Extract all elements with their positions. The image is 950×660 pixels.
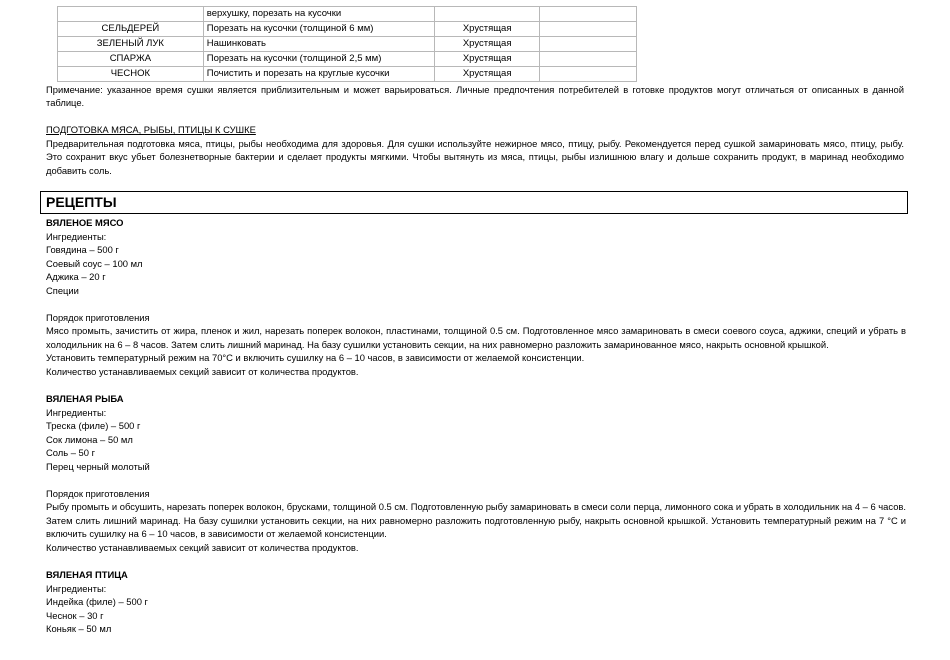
ingredient-item: Индейка (филе) – 500 г	[46, 596, 148, 607]
method-paragraph: Рыбу промыть и обсушить, нарезать поперек волокон, брусками, толщиной 0.5 см. Подготовленную рыбу замариновать в смеси соли перца, лимонного сока и убрать в холодильник на 4 – 6 часов. Затем слить лишний маринад. На базу сушилки установить секции, на них равномерно разложить подготовленную рыбу, накрыть основной крышкой. Установить температурный режим на 7 °С и включить сушилку на 6 – 10 часов, в зависимости от желаемой консистенции.	[46, 501, 906, 539]
ingredients-label: Ингредиенты:	[46, 406, 107, 418]
table-cell-result	[435, 7, 540, 22]
ingredient-item: Перец черный молотый	[46, 460, 150, 472]
table-row	[58, 37, 637, 52]
recipe-title: ВЯЛЕНАЯ РЫБА	[46, 393, 124, 404]
table-cell-result: Хрустящая	[435, 22, 540, 37]
note-paragraph: Примечание: указанное время сушки является приблизительным и может варьироваться. Личные предпочтения потребителей в готовке продуктов могут отличаться от описанных в данной таблице.	[46, 84, 904, 109]
table-cell-preparation: Нашинковать	[203, 37, 434, 52]
table-row	[58, 7, 637, 22]
table-cell-extra	[540, 37, 637, 52]
table-cell-result: Хрустящая	[435, 52, 540, 67]
recipe-dried-meat	[46, 216, 906, 378]
method-paragraph: Количество устанавливаемых секций зависит от количества продуктов.	[46, 541, 359, 553]
table-cell-preparation: Порезать на кусочки (толщиной 2,5 мм)	[203, 52, 434, 67]
ingredient-item: Соль – 50 г	[46, 447, 96, 458]
table-cell-product: ЧЕСНОК	[58, 67, 204, 82]
table-row	[58, 52, 637, 67]
meat-prep-heading: ПОДГОТОВКА МЯСА, РЫБЫ, ПТИЦЫ К СУШКЕ	[46, 124, 256, 135]
recipe-title: ВЯЛЕНАЯ ПТИЦА	[46, 569, 128, 580]
table-cell-preparation: верхушку, порезать на кусочки	[203, 7, 434, 22]
ingredients-label: Ингредиенты:	[46, 230, 107, 242]
ingredient-item: Коньяк – 50 мл	[46, 623, 112, 634]
method-paragraph: Мясо промыть, зачистить от жира, пленок и жил, нарезать поперек волокон, пластинами, толщиной 0.5 см. Подготовленное мясо замариновать в смеси соевого соуса, аджики, специй и убрать в холодильник на 6 – 8 часов. Затем слить лишний маринад. На базу сушилки установить секции, на них равномерно разложить замаринованное мясо, накрыть основной крышкой.	[46, 325, 906, 350]
ingredient-item: Специи	[46, 284, 79, 296]
ingredient-item: Аджика – 20 г	[46, 271, 106, 282]
method-paragraph: Количество устанавливаемых секций зависит от количества продуктов.	[46, 365, 359, 377]
table-row	[58, 22, 637, 37]
ingredients-label: Ингредиенты:	[46, 582, 107, 594]
table-cell-extra	[540, 67, 637, 82]
table-cell-result: Хрустящая	[435, 67, 540, 82]
ingredient-item: Треска (филе) – 500 г	[46, 420, 141, 431]
ingredient-item: Говядина – 500 г	[46, 244, 119, 255]
recipes-banner: РЕЦЕПТЫ	[40, 191, 908, 214]
vegetable-drying-table	[57, 6, 637, 82]
table-cell-preparation: Почистить и порезать на круглые кусочки	[203, 67, 434, 82]
ingredient-item: Сок лимона – 50 мл	[46, 433, 133, 445]
table-cell-result: Хрустящая	[435, 37, 540, 52]
table-cell-extra	[540, 52, 637, 67]
table-cell-product: ЗЕЛЕНЫЙ ЛУК	[58, 37, 204, 52]
recipe-title: ВЯЛЕНОЕ МЯСО	[46, 217, 124, 228]
table-cell-product: СЕЛЬДЕРЕЙ	[58, 22, 204, 37]
ingredient-item: Соевый соус – 100 мл	[46, 257, 143, 269]
recipe-dried-poultry	[46, 568, 906, 636]
meat-prep-paragraph: Предварительная подготовка мяса, птицы, рыбы необходима для здоровья. Для сушки используйте нежирное мясо, птицу, рыбу. Рекомендуется перед сушкой замариновать мясо, птицу, рыбу. Это сохранит вкус убьет болезнетворные бактерии и сделает продукты мягкими. Чтобы вытянуть из мяса, птицы, рыбы излишнюю влагу и дольше сохранить продукт, в маринад необходимо добавить соль.	[46, 138, 904, 176]
recipe-dried-fish	[46, 392, 906, 554]
method-paragraph: Установить температурный режим на 70°С и включить сушилку на 6 – 10 часов, в зависимости от желаемой консистенции.	[46, 352, 585, 363]
table-cell-extra	[540, 7, 637, 22]
ingredient-item: Чеснок – 30 г	[46, 609, 104, 621]
table-cell-preparation: Порезать на кусочки (толщиной 6 мм)	[203, 22, 434, 37]
table-cell-extra	[540, 22, 637, 37]
table-cell-product: СПАРЖА	[58, 52, 204, 67]
method-label: Порядок приготовления	[46, 311, 150, 323]
table-cell-product	[58, 7, 204, 22]
method-label: Порядок приготовления	[46, 487, 150, 499]
table-row	[58, 67, 637, 82]
